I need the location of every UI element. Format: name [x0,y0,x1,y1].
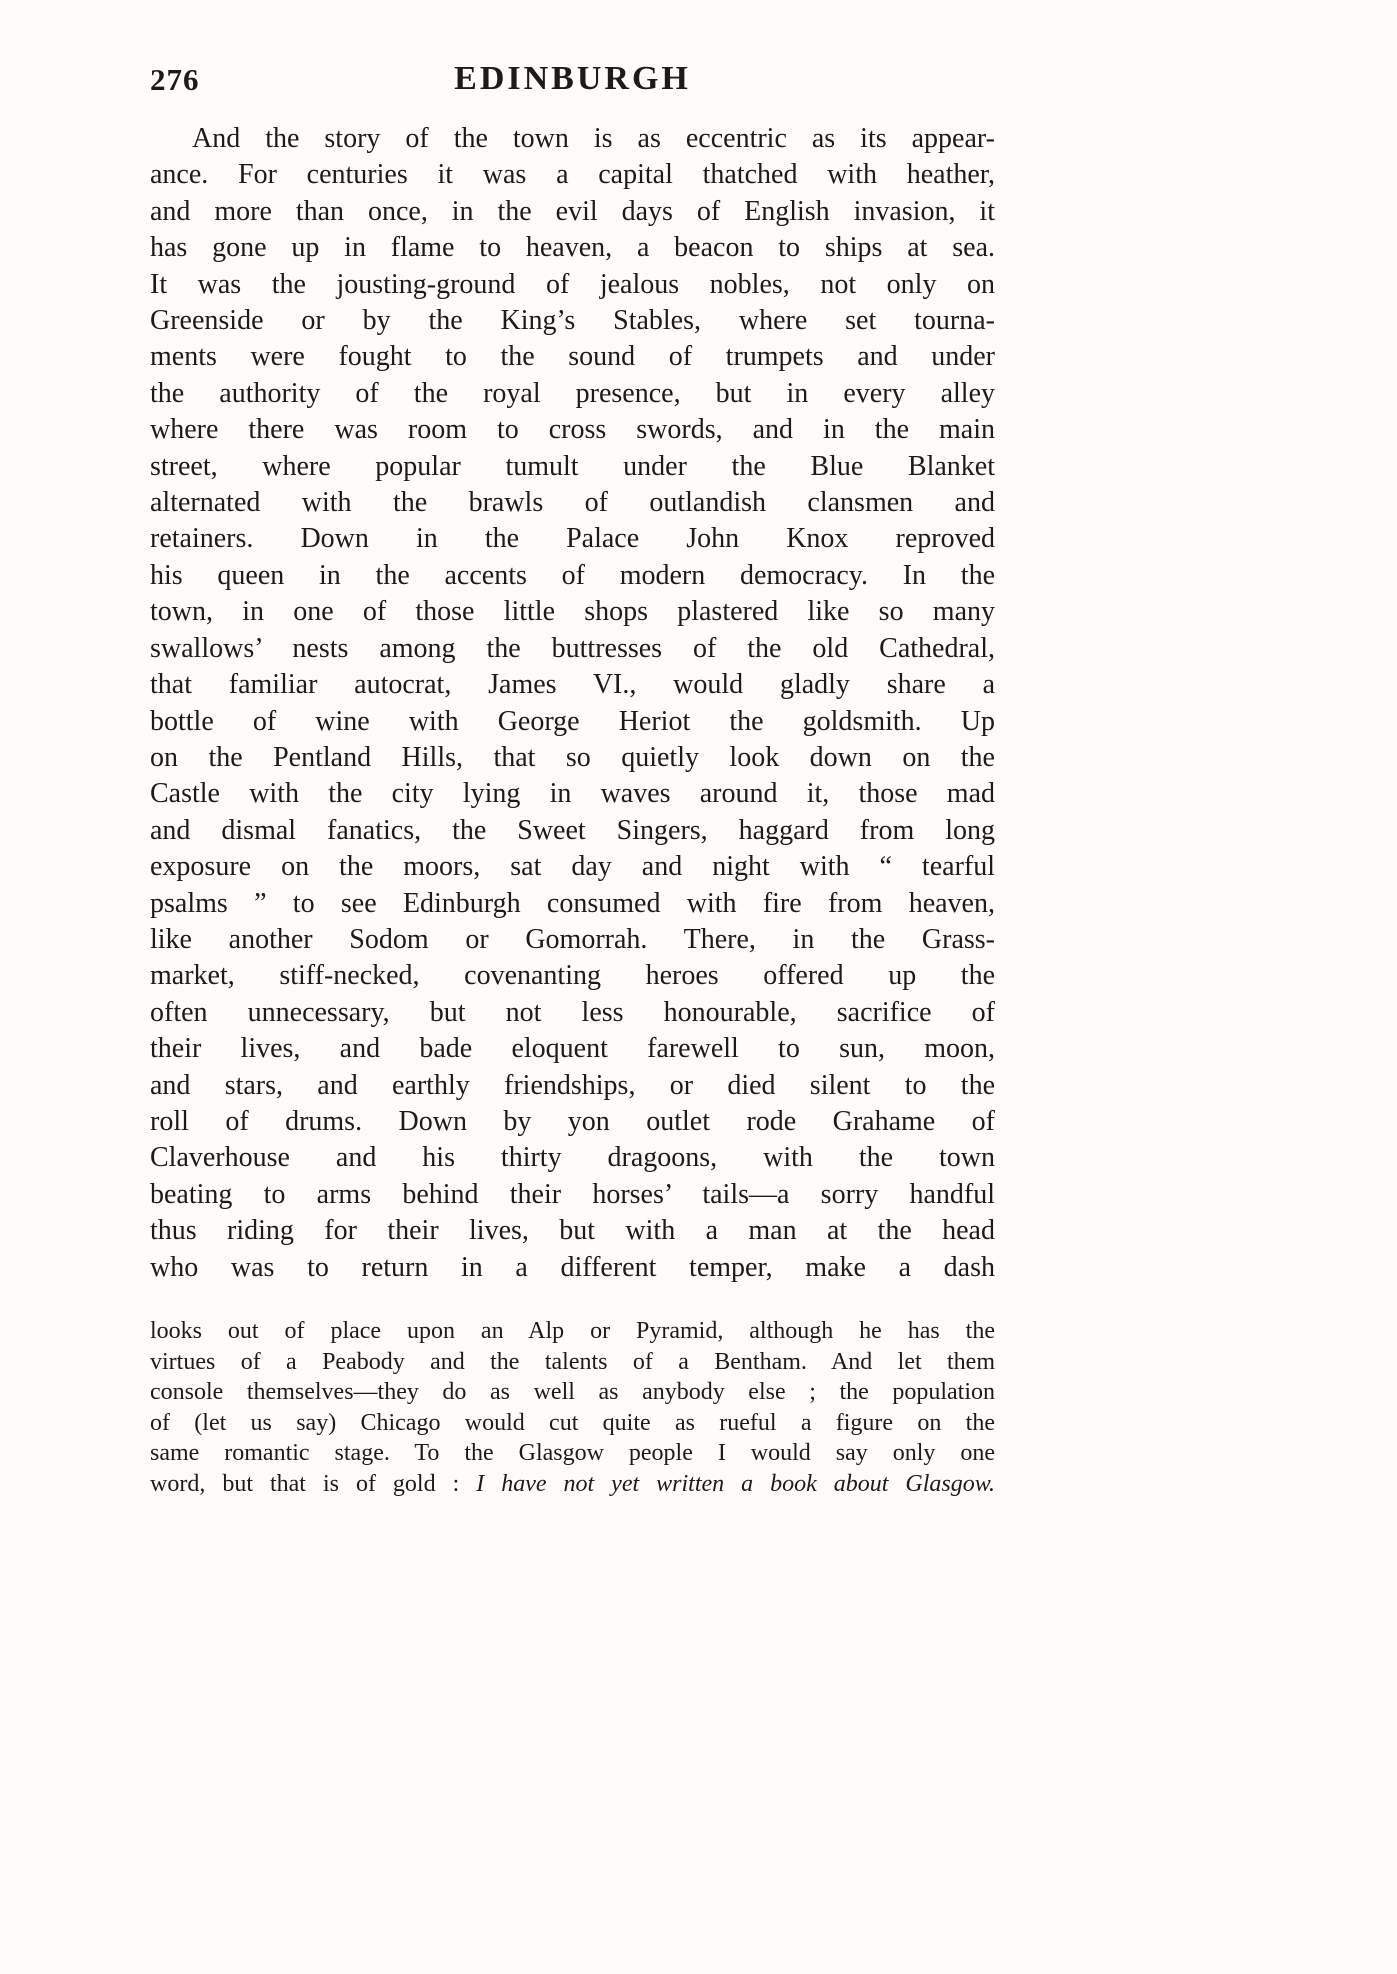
text-line: town, in one of those little shops plastered like so many [150,596,995,628]
text-line: street, where popular tumult under the Blue Blanket [150,450,995,482]
footnote [150,1316,995,1500]
text-line: of (let us say) Chicago would cut quite as rueful a figure on the [150,1409,995,1436]
text-line: and stars, and earthly friendships, or died silent to the [150,1069,995,1101]
text-line: alternated with the brawls of outlandish clansmen and [150,487,995,519]
text-line: ments were fought to the sound of trumpets and under [150,341,995,373]
text-line: Greenside or by the King’s Stables, where set tourna- [150,305,995,337]
text-line: like another Sodom or Gomorrah. There, in the Grass- [150,923,995,955]
text-line: retainers. Down in the Palace John Knox reproved [150,523,995,555]
text-line: that familiar autocrat, James VI., would gladly share a [150,669,995,701]
body-text [150,121,995,1286]
text-line: market, stiff-necked, covenanting heroes offered up the [150,960,995,992]
text-line: Castle with the city lying in waves around it, those mad [150,778,995,810]
page-title: EDINBURGH [454,60,691,97]
text-line: bottle of wine with George Heriot the goldsmith. Up [150,705,995,737]
text-line: roll of drums. Down by yon outlet rode Grahame of [150,1105,995,1137]
text-segment: word, but that is of gold : [150,1470,477,1497]
text-line: his queen in the accents of modern democracy. In the [150,559,995,591]
running-header [150,60,995,104]
text-line: And the story of the town is as eccentric as its appear- [192,123,995,154]
text-line: thus riding for their lives, but with a man at the head [150,1215,995,1247]
page-number: 276 [150,62,200,97]
text-line: who was to return in a different temper, make a dash [150,1251,995,1283]
text-line: has gone up in flame to heaven, a beacon to ships at sea. [150,232,995,264]
text-line: on the Pentland Hills, that so quietly look down on the [150,741,995,773]
text-line: their lives, and bade eloquent farewell to sun, moon, [150,1033,995,1065]
text-line: and more than once, in the evil days of English invasion, it [150,195,995,227]
text-line [150,1469,995,1500]
text-line: swallows’ nests among the buttresses of the old Cathedral, [150,632,995,664]
text-line: looks out of place upon an Alp or Pyramid, although he has the [150,1318,995,1344]
text-line: and dismal fanatics, the Sweet Singers, haggard from long [150,814,995,846]
text-line: same romantic stage. To the Glasgow people I would say only one [150,1440,995,1467]
text-line: console themselves—they do as well as anybody else ; the population [150,1379,995,1406]
text-line: the authority of the royal presence, but in every alley [150,377,995,409]
text-line: often unnecessary, but not less honourable, sacrifice of [150,996,995,1028]
text-line: psalms ” to see Edinburgh consumed with fire from heaven, [150,887,995,919]
text-line: Claverhouse and his thirty dragoons, with the town [150,1142,995,1174]
text-line: where there was room to cross swords, and in the main [150,414,995,446]
text-line: virtues of a Peabody and the talents of a Bentham. And let them [150,1348,995,1375]
text-line: It was the jousting-ground of jealous nobles, not only on [150,268,995,300]
text-line: ance. For centuries it was a capital thatched with heather, [150,159,995,191]
italic-text-segment: I have not yet written a book about Glasgow. [476,1470,995,1497]
text-line: exposure on the moors, sat day and night with “ tearful [150,851,995,883]
text-line: beating to arms behind their horses’ tails—a sorry handful [150,1178,995,1210]
